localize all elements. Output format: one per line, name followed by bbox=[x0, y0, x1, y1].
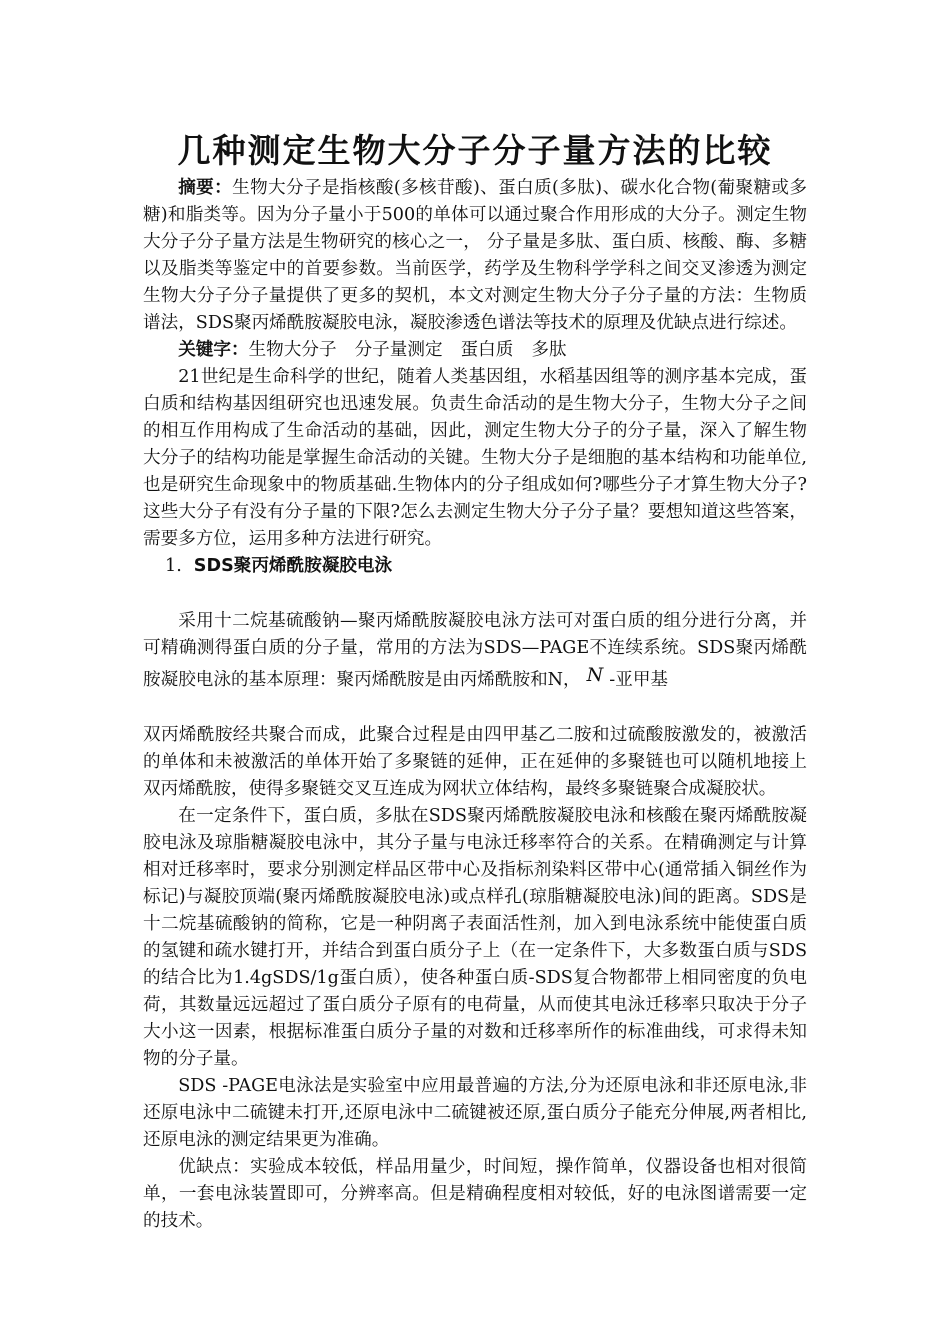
keywords-label: 关键字： bbox=[178, 340, 249, 360]
keyword: 生物大分子 bbox=[248, 340, 337, 360]
abstract-label: 摘要： bbox=[178, 178, 233, 198]
body-paragraph: 双丙烯酰胺经共聚合而成，此聚合过程是由四甲基乙二胺和过硫酸胺激发的，被激活的单体和未被激活的单体开始了多聚链的延伸，正在延伸的多聚链也可以随机地接上双丙烯酰胺，使得多聚链交叉互连成为网状立体结构，最终多聚链聚合成凝胶状。 bbox=[143, 725, 807, 799]
keyword: 分子量测定 bbox=[354, 340, 443, 360]
body-paragraph bbox=[143, 608, 807, 694]
section-title: SDS聚丙烯酰胺凝胶电泳 bbox=[193, 556, 393, 576]
keyword: 蛋白质 bbox=[460, 340, 514, 360]
body-paragraph: 在一定条件下，蛋白质，多肽在SDS聚丙烯酰胺凝胶电泳和核酸在聚丙烯酰胺凝胶电泳及琼脂糖凝胶电泳中，其分子量与电泳迁移率符合的关系。在精确测定与计算相对迁移率时，要求分别测定样品区带中心及指标剂染料区带中心(通常插入铜丝作为标记)与凝胶顶端(聚丙烯酰胺凝胶电泳)或点样孔(琼脂糖凝胶电泳)间的距离。SDS是十二烷基硫酸钠的简称，它是一种阴离子表面活性剂，加入到电泳系统中能使蛋白质的氢键和疏水键打开，并结合到蛋白质分子上（在一定条件下，大多数蛋白质与SDS的结合比为1.4gSDS/1g蛋白质），使各种蛋白质-SDS复合物都带上相同密度的负电荷，其数量远远超过了蛋白质分子原有的电荷量，从而使其电泳迁移率只取决于分子大小这一因素，根据标准蛋白质分子量的对数和迁移率所作的标准曲线，可求得未知物的分子量。 bbox=[143, 806, 807, 1069]
keywords-paragraph bbox=[143, 337, 807, 364]
abstract-paragraph bbox=[143, 175, 807, 337]
body-paragraph: 优缺点：实验成本较低，样品用量少，时间短，操作简单，仪器设备也相对很简单，一套电泳装置即可，分辨率高。但是精确程度相对较低，好的电泳图谱需要一定的技术。 bbox=[143, 1157, 807, 1231]
paragraph-text: 采用十二烷基硫酸钠—聚丙烯酰胺凝胶电泳方法可对蛋白质的组分进行分离，并可精确测得蛋白质的分子量，常用的方法为SDS—PAGE不连续系统。SDS聚丙烯酰胺凝胶电泳的基本原理：聚丙烯酰胺是由丙烯酰胺和N， bbox=[143, 611, 807, 690]
paragraph-text: -亚甲基 bbox=[609, 670, 669, 690]
document-title: 几种测定生物大分子分子量方法的比较 bbox=[177, 131, 773, 170]
section-heading bbox=[143, 553, 807, 580]
abstract-text: 生物大分子是指核酸(多核苷酸)、蛋白质(多肽)、碳水化合物(葡聚糖或多糖)和脂类等。因为分子量小于500的单体可以通过聚合作用形成的大分子。测定生物大分子分子量方法是生物研究的核心之一， 分子量是多肽、蛋白质、核酸、酶、多糖以及脂类等鉴定中的首要参数。当前医学，药学及生物科学学科之间交叉渗透为测定生物大分子分子量提供了更多的契机，本文对测定生物大分子分子量的方法：生物质谱法，SDS聚丙烯酰胺凝胶电泳，凝胶渗透色谱法等技术的原理及优缺点进行综述。 bbox=[143, 178, 807, 333]
section-number: 1. bbox=[165, 556, 182, 576]
keyword: 多肽 bbox=[531, 340, 567, 360]
intro-paragraph: 21世纪是生命科学的世纪，随着人类基因组，水稻基因组等的测序基本完成，蛋白质和结构基因组研究也迅速发展。负责生命活动的是生物大分子，生物大分子之间的相互作用构成了生命活动的基础，因此，测定生物大分子的分子量，深入了解生物大分子的结构功能是掌握生命活动的关键。生物大分子是细胞的基本结构和功能单位,也是研究生命现象中的物质基础.生物体内的分子组成如何?哪些分子才算生物大分子?这些大分子有没有分子量的下限?怎么去测定生物大分子分子量？要想知道这些答案，需要多方位，运用多种方法进行研究。 bbox=[143, 367, 807, 549]
math-symbol: N bbox=[586, 664, 604, 686]
document-body bbox=[143, 175, 807, 1235]
body-paragraph: SDS -PAGE电泳法是实验室中应用最普遍的方法,分为还原电泳和非还原电泳,非还原电泳中二硫键未打开,还原电泳中二硫键被还原,蛋白质分子能充分伸展,两者相比,还原电泳的测定结果更为准确。 bbox=[143, 1076, 807, 1150]
